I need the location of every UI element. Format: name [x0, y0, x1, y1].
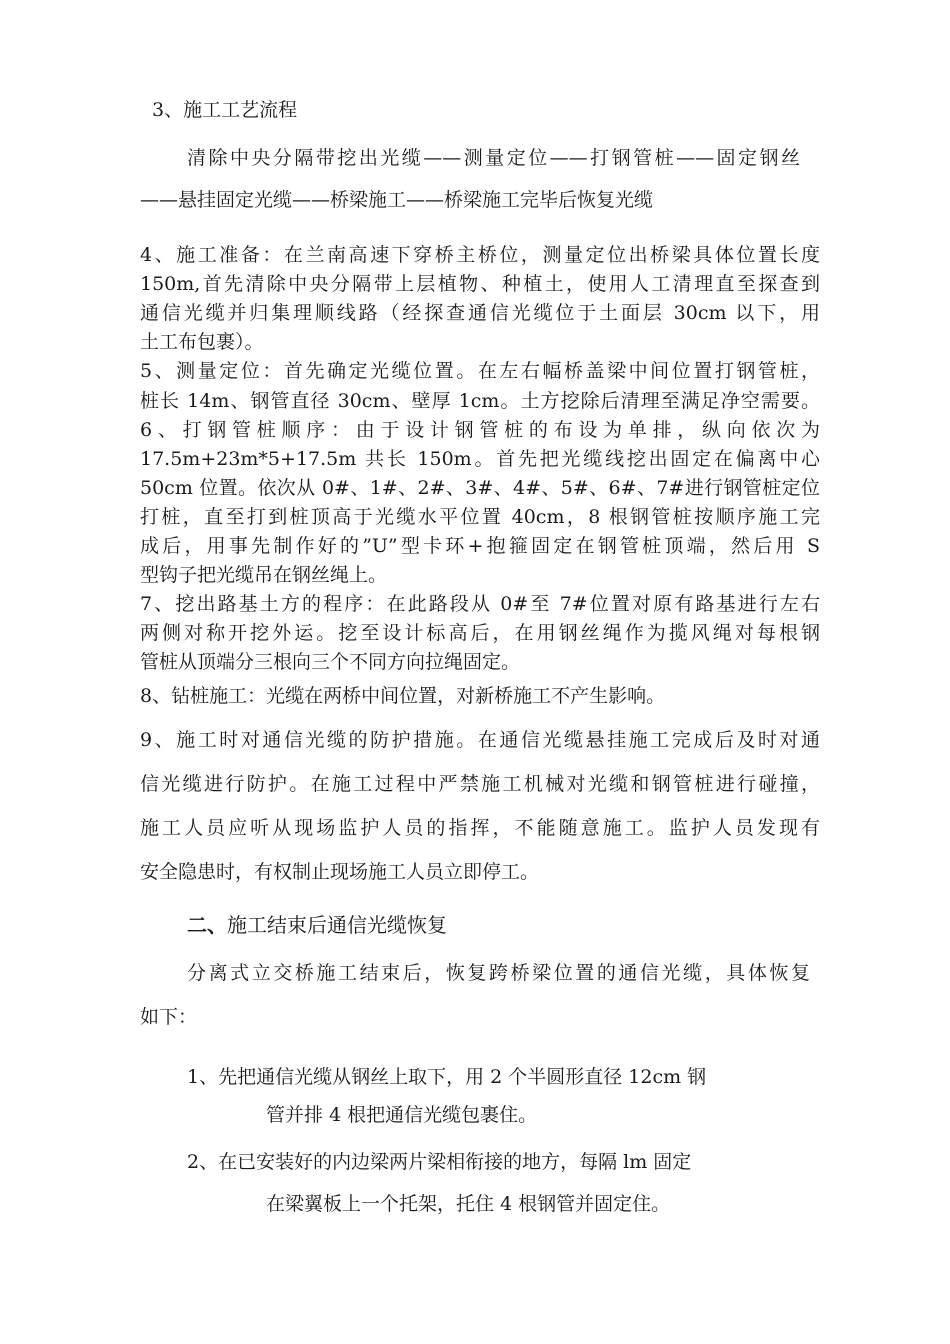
- p4-line-4: 土工布包裹）。: [140, 331, 264, 353]
- flow-line-2: ——悬挂固定光缆——桥梁施工——桥梁施工完毕后恢复光缆: [140, 189, 654, 211]
- p6-line-6: 型钩子把光缆吊在钢丝绳上。: [140, 564, 388, 586]
- p6-line-4: 打桩，直至打到桩顶高于光缆水平位置 40cm，8 根钢管桩按顺序施工完: [140, 506, 820, 528]
- p7-line-2: 两侧对称开挖外运。挖至设计标高后，在用钢丝绳作为揽风绳对每根钢: [140, 622, 820, 644]
- p9-line-3: 施工人员应听从现场监护人员的指挥，不能随意施工。监护人员发现有: [140, 817, 820, 839]
- p6-line-2: 17.5m+23m*5+17.5m 共长 150m。首先把光缆线挖出固定在偏离中心: [140, 448, 820, 470]
- p4-line-2: 150m,首先清除中央分隔带上层植物、种植土，使用人工清理直至探查到: [140, 273, 820, 295]
- p9-line-1: 9、施工时对通信光缆的防护措施。在通信光缆悬挂施工完成后及时对通: [140, 729, 820, 751]
- p6-line-3: 50cm 位置。依次从 0#、1#、2#、3#、4#、5#、6#、7#进行钢管桩定位: [140, 477, 820, 499]
- flow-line-1: 清除中央分隔带挖出光缆——测量定位——打钢管桩——固定钢丝: [187, 147, 800, 169]
- p4-line-1: 4、施工准备：在兰南高速下穿桥主桥位，测量定位出桥梁具体位置长度: [140, 244, 820, 266]
- p7-line-1: 7、挖出路基土方的程序：在此路段从 0#至 7#位置对原有路基进行左右: [140, 593, 820, 615]
- p4-line-3: 通信光缆并归集理顺线路（经探查通信光缆位于土面层 30cm 以下，用: [140, 302, 820, 324]
- p5-line-1: 5、测量定位：首先确定光缆位置。在左右幅桥盖梁中间位置打钢管桩，: [140, 360, 820, 382]
- item-2-line-2: 在梁翼板上一个托架，托住 4 根钢管并固定住。: [266, 1193, 671, 1215]
- section-two-title: 施工结束后通信光缆恢复: [227, 913, 447, 937]
- p8-line-1: 8、钻桩施工：光缆在两桥中间位置，对新桥施工不产生影响。: [140, 685, 666, 707]
- item-1-line-2: 管并排 4 根把通信光缆包裹住。: [266, 1104, 538, 1126]
- item-2-line-1: 2、在已安装好的内边梁两片梁相衔接的地方，每隔 lm 固定: [187, 1151, 692, 1173]
- section-two-number: 二、: [187, 913, 227, 937]
- section-two-intro-line-2: 如下：: [140, 1006, 198, 1028]
- p5-line-2: 桩长 14m、钢管直径 30cm、壁厚 1cm。土方挖除后清理至满足净空需要。: [140, 390, 820, 412]
- p9-line-4: 安全隐患时，有权制止现场施工人员立即停工。: [140, 861, 540, 883]
- section-3-title: 3、施工工艺流程: [152, 99, 298, 121]
- p9-line-2: 信光缆进行防护。在施工过程中严禁施工机械对光缆和钢管桩进行碰撞，: [140, 773, 820, 795]
- p7-line-3: 管桩从顶端分三根向三个不同方向拉绳固定。: [140, 651, 521, 673]
- section-two-intro-line-1: 分离式立交桥施工结束后，恢复跨桥梁位置的通信光缆，具体恢复: [187, 962, 810, 984]
- p6-line-1: 6、打钢管桩顺序：由于设计钢管桩的布设为单排，纵向依次为: [140, 419, 820, 441]
- item-1-line-1: 1、先把通信光缆从钢丝上取下，用 2 个半圆形直径 12cm 钢: [187, 1066, 707, 1088]
- p6-line-5: 成后，用事先制作好的”U”型卡环+抱箍固定在钢管桩顶端，然后用 S: [140, 535, 820, 557]
- section-two-heading: [187, 913, 447, 937]
